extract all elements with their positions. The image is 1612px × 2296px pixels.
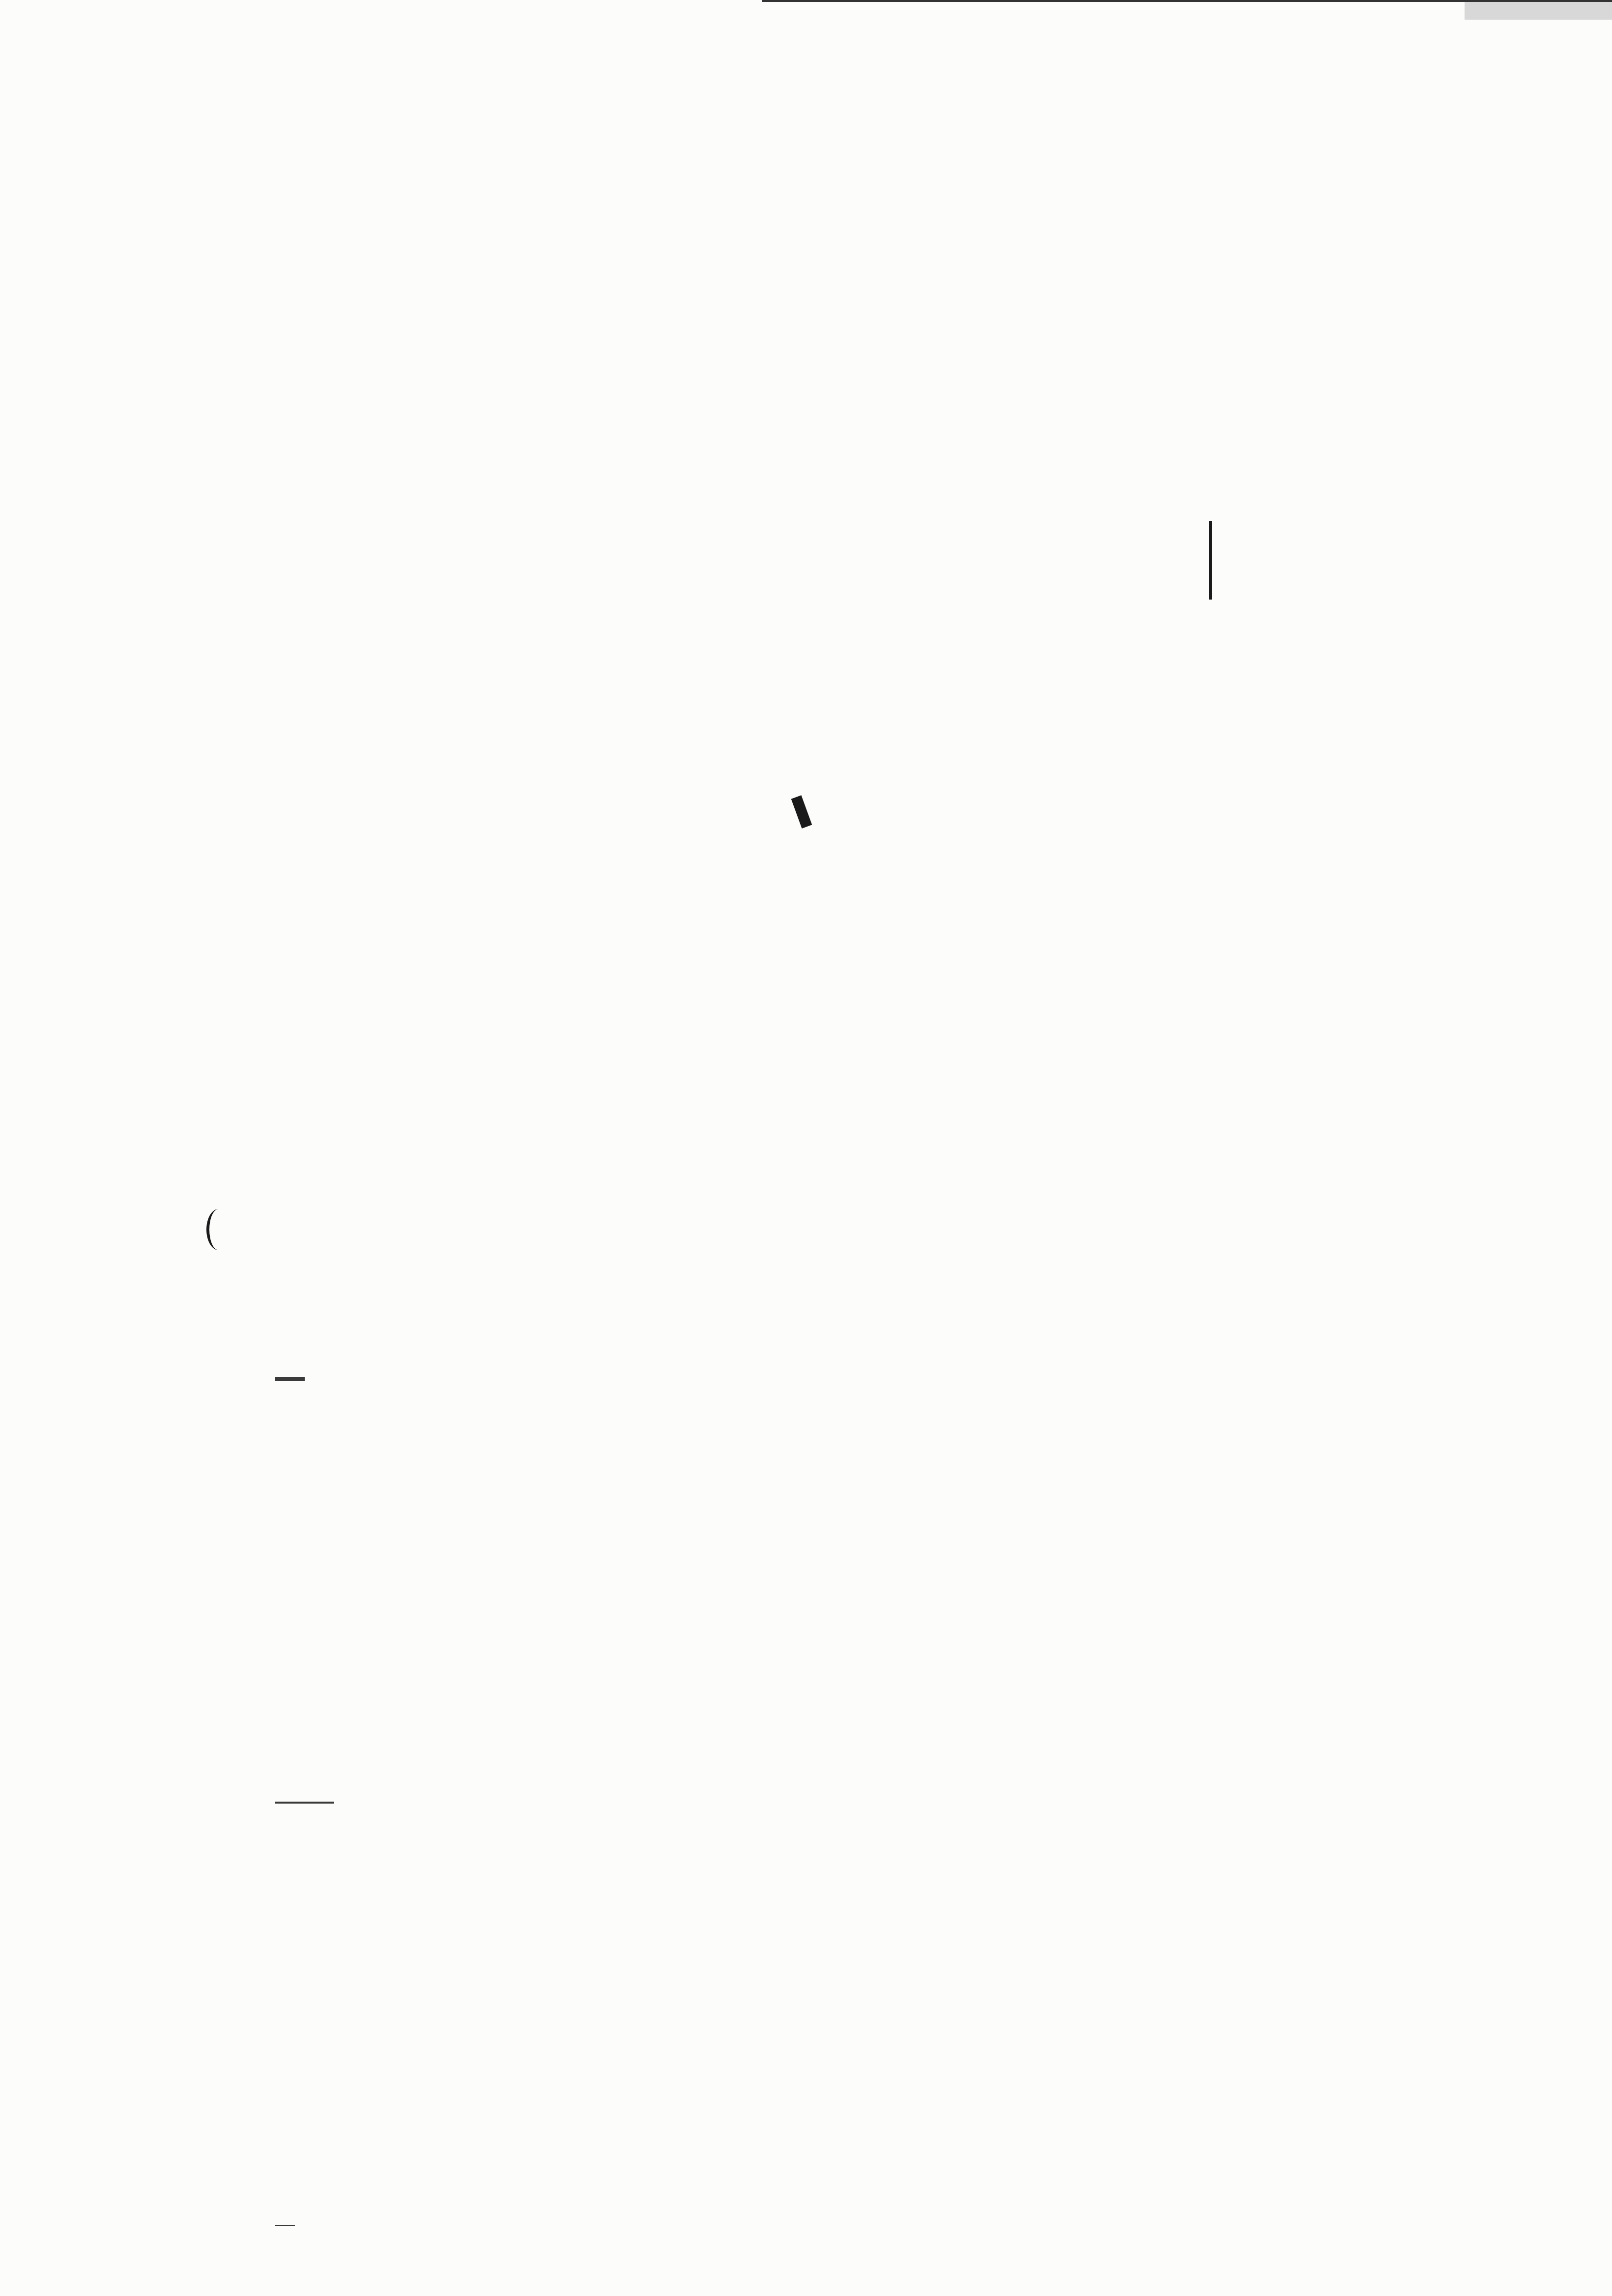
article-column-1: [275, 1858, 1278, 2241]
article-end-mark: [1209, 521, 1212, 600]
article: [275, 157, 1278, 2241]
article-column-3: [275, 1012, 1278, 1396]
scan-mark: [206, 1209, 231, 1250]
scan-edge-strip: [1465, 0, 1612, 20]
article-column-5: [275, 167, 1278, 550]
clipping-cut-line: [762, 0, 1612, 2]
article-column-4: [275, 590, 1278, 973]
article-column-2: [275, 1435, 1278, 1818]
